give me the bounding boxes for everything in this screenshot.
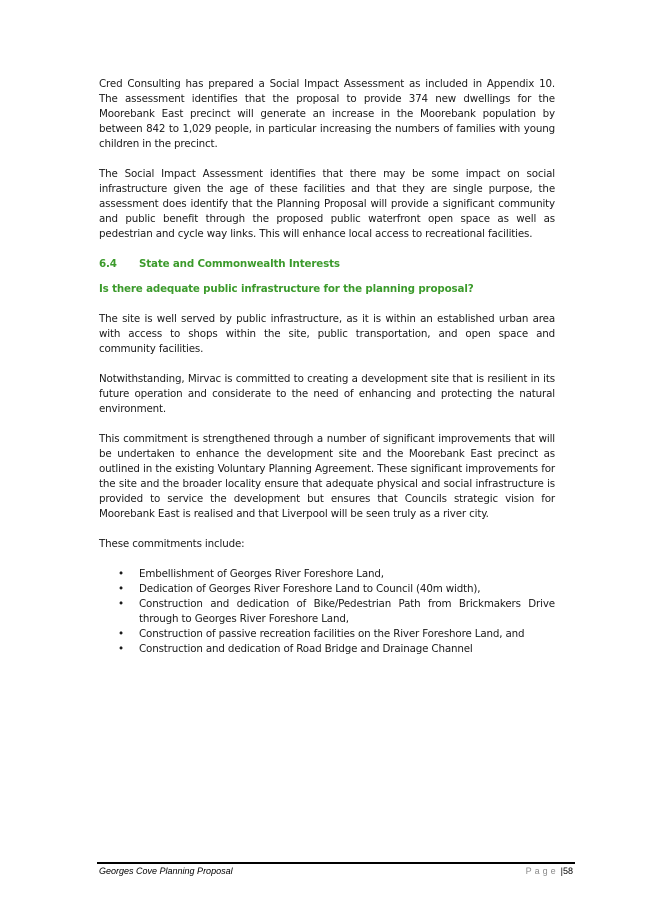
footer-page-label: Page bbox=[525, 866, 559, 876]
paragraph-social-infrastructure: The Social Impact Assessment identifies that there may be some impact on social infrastructure given the age of these facilities and that they are single purpose, the assessment does identify that the Planning Proposal will provide a significant community and public benefit through the proposed public waterfront open space as well as pedestrian and cycle way links. This will enhance local access to recreational facilities. bbox=[99, 168, 555, 240]
paragraph-mirvac-commitment: Notwithstanding, Mirvac is committed to creating a development site that is resilient in its future operation and considerate to the need of enhancing and protecting the natural environment. bbox=[99, 373, 555, 415]
question-heading: Is there adequate public infrastructure for the planning proposal? bbox=[99, 283, 474, 295]
commitments-list bbox=[99, 567, 555, 657]
list-item-text: Construction of passive recreation facilities on the River Foreshore Land, and bbox=[139, 628, 525, 640]
list-item-text: Embellishment of Georges River Foreshore Land, bbox=[139, 568, 384, 580]
paragraph-improvements: This commitment is strengthened through a number of significant improvements that will be undertaken to enhance the development site and the Moorebank East precinct as outlined in the existing Voluntary Planning Agreement. These significant improvements for the site and the broader locality ensure that adequate physical and social infrastructure is provided to service the development but ensures that Councils strategic vision for Moorebank East is realised and that Liverpool will be seen truly as a river city. bbox=[99, 433, 555, 520]
footer-document-title: Georges Cove Planning Proposal bbox=[99, 866, 233, 876]
paragraph-site-served: The site is well served by public infrastructure, as it is within an established urban area with access to shops within the site, public transportation, and open space and community facilities. bbox=[99, 313, 555, 355]
bullet-icon: • bbox=[118, 583, 124, 595]
bullet-icon: • bbox=[118, 628, 124, 640]
page-footer bbox=[97, 862, 575, 876]
bullet-icon: • bbox=[118, 643, 124, 655]
list-item-text: Dedication of Georges River Foreshore Land to Council (40m width), bbox=[139, 583, 481, 595]
list-item bbox=[99, 642, 555, 657]
bullet-icon: • bbox=[118, 598, 124, 610]
footer-page-number: 58 bbox=[562, 866, 573, 876]
list-item-text: Construction and dedication of Road Bridge and Drainage Channel bbox=[139, 643, 473, 655]
bullet-icon: • bbox=[118, 568, 124, 580]
section-heading bbox=[99, 257, 555, 272]
document-body bbox=[99, 77, 555, 657]
list-item-text: Construction and dedication of Bike/Pedestrian Path from Brickmakers Drive through to Georges River Foreshore Land, bbox=[139, 598, 555, 625]
list-item bbox=[99, 567, 555, 582]
section-title: State and Commonwealth Interests bbox=[139, 258, 340, 270]
footer-page-indicator bbox=[526, 866, 573, 876]
list-item bbox=[99, 597, 555, 627]
footer-separator: | bbox=[560, 866, 563, 876]
list-item bbox=[99, 627, 555, 642]
paragraph-social-impact: Cred Consulting has prepared a Social Impact Assessment as included in Appendix 10. The assessment identifies that the proposal to provide 374 new dwellings for the Moorebank East precinct will generate an increase in the Moorebank population by between 842 to 1,029 people, in particular increasing the numbers of families with young children in the precinct. bbox=[99, 78, 555, 150]
section-number: 6.4 bbox=[99, 258, 117, 270]
paragraph-commitments-intro: These commitments include: bbox=[99, 538, 245, 550]
list-item bbox=[99, 582, 555, 597]
